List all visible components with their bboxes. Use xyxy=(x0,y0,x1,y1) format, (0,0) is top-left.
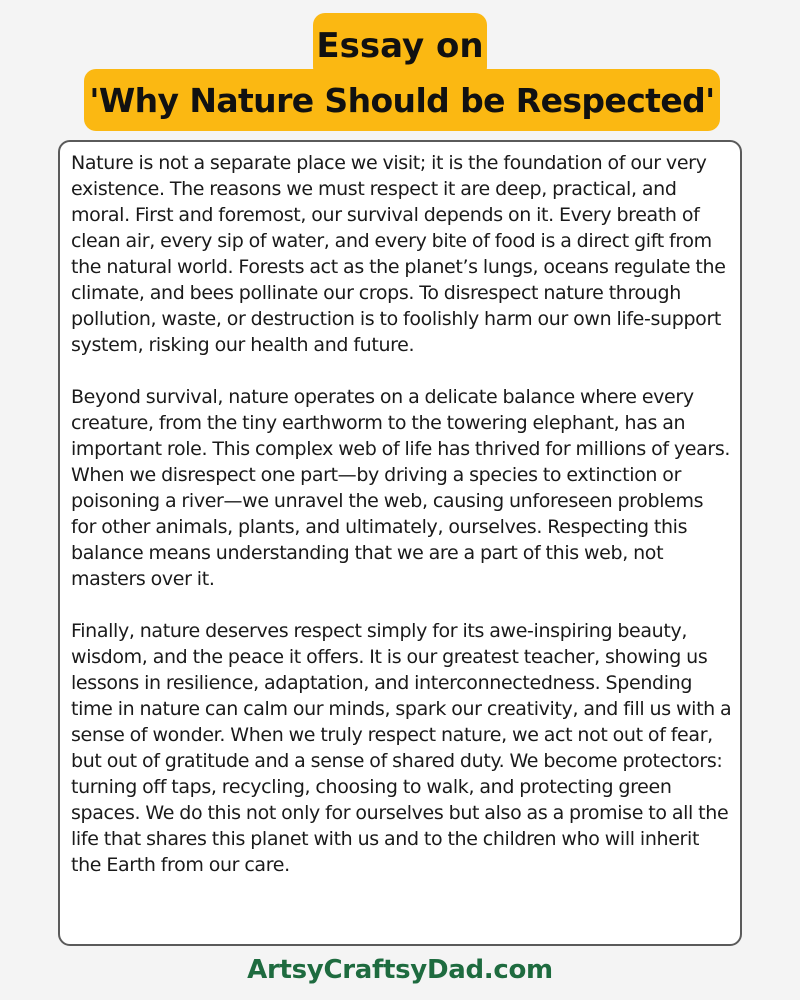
title-line-1: Essay on xyxy=(313,13,487,79)
essay-paragraph-1: Nature is not a separate place we visit; it is the foundation of our very existence. The reasons we must respect it are deep, practical, and moral. First and foremost, our survival depends on it. Every breath of clean air, every sip of water, and every bite of food is a direct gift from the natural world. Forests act as the planet’s lungs, oceans regulate the climate, and bees pollinate our crops. To disrespect nature through pollution, waste, or destruction is to foolishly harm our own life-support system, risking our health and future. xyxy=(71,152,726,356)
essay-paragraph-2: Beyond survival, nature operates on a delicate balance where every creature, from the tiny earthworm to the towering elephant, has an important role. This complex web of life has thrived for millions of years. When we disrespect one part—by driving a species to extinction or poisoning a river—we unravel the web, causing unforeseen problems for other animals, plants, and ultimately, ourselves. Respecting this balance means understanding that we are a part of this web, not masters over it. xyxy=(71,386,731,590)
site-footer: ArtsyCraftsyDad.com xyxy=(247,955,553,985)
essay-box xyxy=(58,140,742,946)
essay-paragraph-3: Finally, nature deserves respect simply for its awe-inspiring beauty, wisdom, and the peace it offers. It is our greatest teacher, showing us lessons in resilience, adaptation, and interconnectedness. Spending time in nature can calm our minds, spark our creativity, and fill us with a sense of wonder. When we truly respect nature, we act not out of fear, but out of gratitude and a sense of shared duty. We become protectors: turning off taps, recycling, choosing to walk, and protecting green spaces. We do this not only for ourselves but also as a promise to all the life that shares this planet with us and to the children who will inherit the Earth from our care. xyxy=(71,620,732,876)
title-line-2: 'Why Nature Should be Respected' xyxy=(84,69,720,131)
